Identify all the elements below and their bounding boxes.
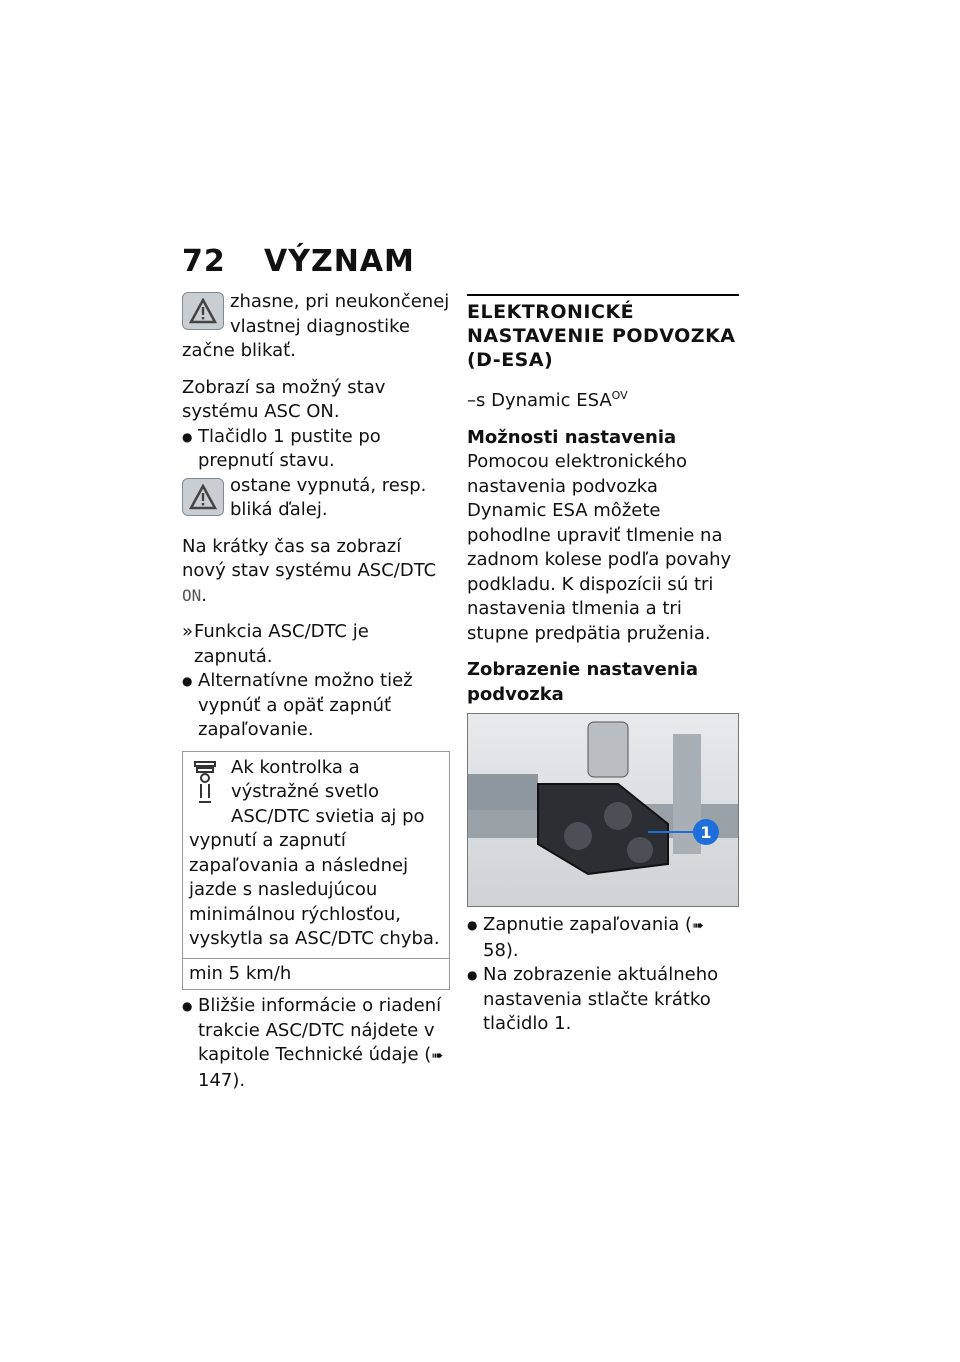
paragraph-2: Zobrazí sa možný stav systému ASC ON. bbox=[182, 376, 386, 422]
note-text: Ak kontrolka a výstražné svetlo ASC/DTC svietia aj po vypnutí a zapnutí zapaľovania a následnej jazde s nasledujúcou minimálnou rýchlosťou, vyskytla sa ASC/DTC chyba. bbox=[189, 756, 440, 949]
note-value: min 5 km/h bbox=[183, 958, 449, 990]
option-superscript: OV bbox=[611, 389, 628, 402]
bullet-ignition-on: ● Zapnutie zapaľovania (➠ 58). bbox=[467, 913, 739, 963]
wrench-note-icon bbox=[189, 758, 223, 806]
page-reference-arrow-icon: ➠ bbox=[692, 918, 704, 934]
page-title: VÝZNAM bbox=[264, 244, 415, 279]
bullet-more-info: ● Bližšie informácie o riadení trakcie ASC/DTC nájdete v kapitole Technické údaje (➠ 147). bbox=[182, 994, 450, 1093]
subheading-options: Možnosti nastavenia bbox=[467, 426, 677, 448]
status-code: ON bbox=[182, 585, 202, 605]
left-column bbox=[182, 290, 450, 1093]
section-title: ELEKTRONICKÉ NASTAVENIE PODVOZKA (D-ESA) bbox=[467, 294, 739, 372]
body-options: Pomocou elektronického nastavenia podvozka Dynamic ESA môžete pohodlne upraviť tlmenie na zadnom kolese podľa povahy podkladu. K dispozícii sú tri nastavenia tlmenia a tri stupne predpätia pruženia. bbox=[467, 451, 732, 644]
paragraph-4: Na krátky čas sa zobrazí nový stav systému ASC/DTC ON. bbox=[182, 535, 437, 606]
subheading-display: Zobrazenie nastavenia podvozka bbox=[467, 659, 698, 705]
note-box bbox=[182, 751, 450, 991]
variant-line: –s Dynamic $ESA^{OV}$ bbox=[467, 389, 628, 411]
figure-callout: 1 bbox=[700, 823, 712, 842]
right-column bbox=[467, 294, 739, 1037]
page-number: 72 bbox=[182, 244, 226, 279]
page-reference-arrow-icon: ➠ bbox=[431, 1048, 444, 1064]
page-reference[interactable]: 147 bbox=[198, 1069, 233, 1091]
paragraph-1: zhasne, pri neukončenej vlastnej diagnostike začne blikať. bbox=[182, 291, 450, 361]
warning-light-icon bbox=[182, 478, 224, 516]
bullet-alternative: ● Alternatívne možno tiež vypnúť a opäť zapnúť zapaľovanie. bbox=[182, 669, 450, 743]
bullet-show-setting: ● Na zobrazenie aktuálneho nastavenia stlačte krátko tlačidlo 1. bbox=[467, 963, 739, 1037]
handlebar-switch-photo bbox=[467, 713, 739, 907]
paragraph-3: ostane vypnutá, resp. bliká ďalej. bbox=[182, 474, 450, 523]
bullet-release-button: ● Tlačidlo 1 pustite po prepnutí stavu. bbox=[182, 425, 450, 474]
page-reference[interactable]: 58 bbox=[483, 939, 506, 961]
page-header bbox=[182, 244, 415, 279]
warning-light-icon bbox=[182, 292, 224, 330]
result-line: » Funkcia ASC/DTC je zapnutá. bbox=[182, 620, 450, 669]
